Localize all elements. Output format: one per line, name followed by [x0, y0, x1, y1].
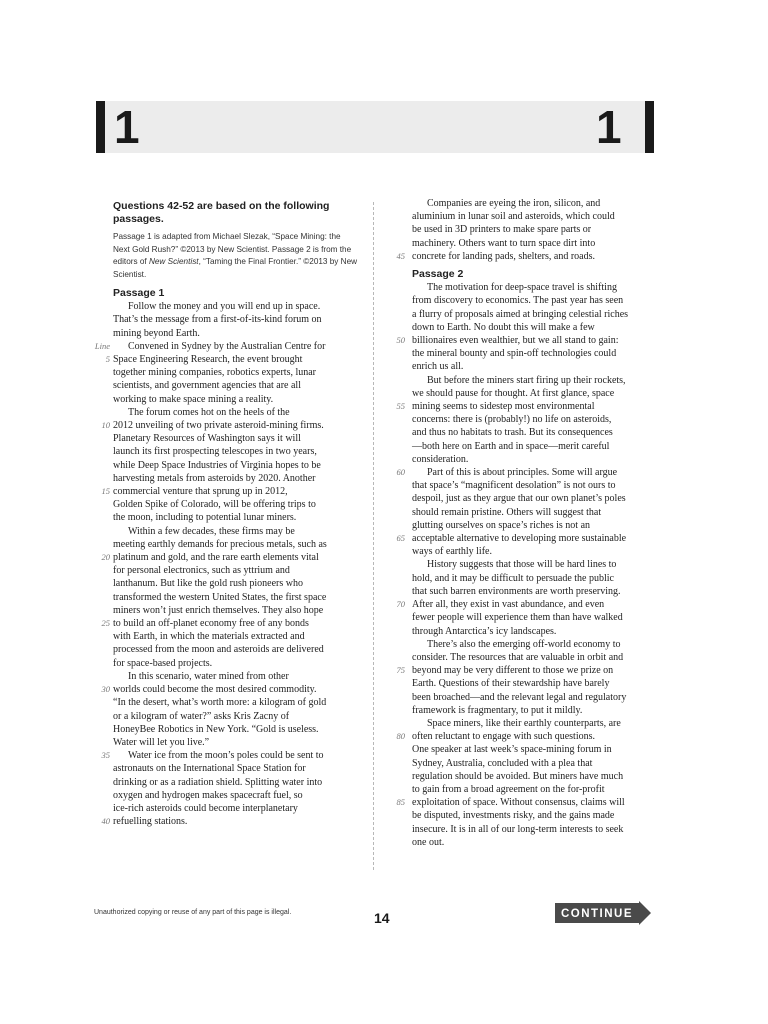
passage-line — [113, 696, 358, 709]
passage-line — [113, 564, 358, 577]
line-text: with Earth, in which the materials extracted and — [113, 631, 305, 643]
passage-line — [101, 617, 358, 630]
line-number: 55 — [396, 401, 405, 412]
passage-line — [412, 770, 657, 783]
passage-line — [412, 308, 657, 321]
line-text: framework is fragmentary, to put it mildly. — [412, 704, 583, 716]
line-text: concerns: there is (probably!) no life on asteroids, — [412, 414, 612, 426]
passage-line — [113, 432, 358, 445]
line-number: 45 — [396, 250, 405, 261]
passage-line — [101, 683, 358, 696]
line-text: machinery. Others want to turn space dirt into — [412, 237, 596, 249]
line-text: to build an off-planet economy free of any bonds — [113, 618, 309, 630]
passage-line — [113, 657, 358, 670]
line-text: harvesting metals from asteroids by 2020. Another — [113, 472, 316, 484]
passage-line — [412, 237, 657, 250]
passage-line — [105, 353, 358, 366]
line-text: hold, and it may be difficult to persuade the public — [412, 572, 614, 584]
line-text: Water will let you live.” — [113, 736, 210, 748]
line-text: working to make space mining a reality. — [113, 393, 274, 405]
line-text: and thus no habitats to trash. But its consequences — [412, 427, 613, 439]
passage-line — [412, 691, 657, 704]
line-text: 2012 unveiling of two private asteroid-mining firms. — [113, 420, 324, 432]
line-text: Convened in Sydney by the Australian Centre for — [128, 340, 326, 352]
line-text: platinum and gold, and the rare earth elements vital — [113, 552, 319, 564]
line-text: been broached—and the relevant legal and regulatory — [412, 691, 627, 703]
section-bar-left — [96, 101, 105, 153]
passage-line — [113, 736, 358, 749]
passage-line — [412, 413, 657, 426]
line-text: Water ice from the moon’s poles could be sent to — [128, 750, 324, 762]
line-text: that space’s “magnificent desolation” is not ours to — [412, 480, 616, 492]
passage-line — [412, 558, 657, 571]
section-bar-right — [645, 101, 654, 153]
passage-line — [412, 294, 657, 307]
line-text: fewer people will experience them than have walked — [412, 612, 623, 624]
line-text: aluminium in lunar soil and asteroids, which could — [412, 211, 615, 223]
line-text: be disputed, investments risky, and the gains made — [412, 810, 615, 822]
line-text: meeting earthly demands for precious metals, such as — [113, 538, 327, 550]
passage-line — [412, 479, 657, 492]
line-text: to gain from a broad agreement on the for-profit — [412, 783, 605, 795]
line-text: down to Earth. No doubt this will make a few — [412, 321, 595, 333]
line-text: glutting ourselves on space’s riches is not an — [412, 519, 591, 531]
passage-line — [412, 809, 657, 822]
passage-line — [412, 223, 657, 236]
passage-2-title: Passage 2 — [412, 268, 464, 281]
passage-line — [113, 379, 358, 392]
line-text: After all, they exist in vast abundance, and even — [412, 599, 605, 611]
passage-line — [396, 400, 657, 413]
passage-line — [412, 374, 657, 387]
right-column — [396, 197, 657, 849]
passage-line — [396, 664, 657, 677]
passage-line — [113, 643, 358, 656]
line-text: worlds could become the most desired commodity. — [113, 684, 317, 696]
passage-line — [113, 591, 358, 604]
line-text: insecure. It is in all of our long-term interests to seek — [412, 823, 624, 835]
line-text: that such barren environments are worth preserving. — [412, 585, 621, 597]
copyright-notice: Unauthorized copying or reuse of any part of this page is illegal. — [94, 909, 292, 916]
source-note-part-a: Passage 1 is adapted from Michael Slezak, “Space Mining: the Next Gold Rush?” ©2013 by New Scientist. Passage 2 is from the editors of — [113, 232, 352, 266]
passage-line — [412, 321, 657, 334]
continue-arrow — [555, 901, 651, 925]
passage-line — [101, 419, 358, 432]
line-text: for space-based projects. — [113, 657, 213, 669]
line-text: The forum comes hot on the heels of the — [128, 406, 290, 418]
line-text: consider. The resources that are valuable in orbit and — [412, 651, 624, 663]
passage-line — [412, 281, 657, 294]
line-text: Golden Spike of Colorado, will be offering trips to — [113, 499, 316, 511]
line-text: That’s the message from a first-of-its-kind forum on — [113, 314, 322, 326]
questions-intro: Questions 42-52 are based on the following passages. — [113, 200, 330, 225]
line-text: enrich us all. — [412, 361, 464, 373]
section-header-band — [96, 101, 654, 153]
line-number: 10 — [101, 420, 110, 431]
passage-line — [113, 577, 358, 590]
line-text: But before the miners start firing up their rockets, — [427, 374, 626, 386]
line-text: oxygen and hydrogen makes spacecraft fuel, so — [113, 789, 303, 801]
line-text: Space miners, like their earthly counterparts, are — [427, 717, 621, 729]
passage-line — [113, 459, 358, 472]
passage-line — [113, 300, 358, 313]
line-text: we should pause for thought. At first glance, space — [412, 387, 615, 399]
passage-line — [113, 604, 358, 617]
line-text: Follow the money and you will end up in space. — [128, 301, 321, 313]
passage-line — [412, 197, 657, 210]
line-text: Part of this is about principles. Some will argue — [427, 467, 618, 479]
line-number: 80 — [396, 731, 405, 742]
line-text: Planetary Resources of Washington says it will — [113, 433, 301, 445]
line-text: one out. — [412, 836, 445, 848]
line-text: should remain pristine. Others will suggest that — [412, 506, 602, 518]
line-text: be used in 3D printers to make spare parts or — [412, 224, 592, 236]
line-text: launch its first prospecting telescopes in two years, — [113, 446, 317, 458]
line-text: In this scenario, water mined from other — [128, 670, 289, 682]
passage-line — [113, 630, 358, 643]
passage-line — [412, 572, 657, 585]
passage-1-title: Passage 1 — [113, 287, 165, 299]
passage-line — [113, 406, 358, 419]
passage-line — [412, 492, 657, 505]
passage-line — [113, 445, 358, 458]
line-number: 70 — [396, 599, 405, 610]
line-text: billionaires even wealthier, but we all stand to gain: — [412, 335, 619, 347]
line-text: drinking or as a radiation shield. Splitting water into — [113, 776, 323, 788]
line-text: from discovery to economics. The past year has seen — [412, 295, 624, 307]
passage-line — [412, 677, 657, 690]
column-divider — [373, 202, 374, 870]
line-number: 65 — [396, 533, 405, 544]
line-text: HoneyBee Robotics in New York. “Gold is useless. — [113, 723, 319, 735]
passage-line — [113, 762, 358, 775]
line-text: History suggests that those will be hard lines to — [427, 559, 617, 571]
line-number: 50 — [396, 335, 405, 346]
passage-line — [113, 789, 358, 802]
source-note — [113, 231, 358, 281]
passage-line — [113, 313, 358, 326]
continue-label: CONTINUE — [560, 908, 634, 920]
line-text: Space Engineering Research, the event brought — [113, 354, 303, 366]
passage-line — [396, 532, 657, 545]
left-column — [94, 197, 358, 828]
passage-line — [396, 250, 657, 263]
passage-line — [113, 802, 358, 815]
passage-line — [101, 815, 358, 828]
line-text: often reluctant to engage with such questions. — [412, 731, 596, 743]
line-text: lanthanum. But like the gold rush pioneers who — [113, 578, 303, 590]
line-number: 40 — [101, 816, 110, 827]
line-text: while Deep Space Industries of Virginia hopes to be — [113, 459, 321, 471]
line-text: There’s also the emerging off-world economy to — [427, 638, 621, 650]
line-text: Companies are eyeing the iron, silicon, and — [427, 198, 601, 209]
line-text: refuelling stations. — [113, 816, 188, 828]
passage-line — [101, 551, 358, 564]
passage-line — [412, 783, 657, 796]
line-number: 75 — [396, 665, 405, 676]
passage-line — [113, 525, 358, 538]
passage-line — [412, 757, 657, 770]
passage-line — [412, 585, 657, 598]
line-text: transformed the western United States, the first space — [113, 591, 327, 603]
line-text: or a kilogram of water?” asks Kris Zacny of — [113, 710, 290, 722]
passage-line — [412, 638, 657, 651]
page-number: 14 — [374, 910, 390, 926]
line-text: miners won’t just enrich themselves. They also hope — [113, 604, 324, 616]
line-text: through Antarctica’s icy landscapes. — [412, 625, 557, 637]
line-number: 85 — [396, 797, 405, 808]
passage-line — [113, 670, 358, 683]
passage-line — [412, 625, 657, 638]
passage-line — [412, 506, 657, 519]
line-text: despoil, just as they argue that our own planet’s poles — [412, 493, 626, 505]
line-text: The motivation for deep-space travel is shifting — [427, 282, 617, 294]
passage-line — [113, 498, 358, 511]
line-text: processed from the moon and asteroids are delivered — [113, 644, 324, 656]
passage-line — [94, 340, 358, 353]
line-text: a flurry of proposals aimed at bringing celestial riches — [412, 308, 629, 320]
line-text: Earth. Questions of their stewardship have barely — [412, 678, 610, 690]
section-number-right: 1 — [596, 101, 622, 153]
line-text: beyond may be very different to those we prize on — [412, 665, 614, 677]
section-number-left: 1 — [114, 101, 140, 153]
line-text: for personal electronics, such as yttrium and — [113, 565, 290, 577]
line-number: Line — [94, 340, 110, 351]
line-text: “In the desert, what’s worth more: a kilogram of gold — [113, 697, 327, 709]
passage-line — [396, 796, 657, 809]
passage-line — [396, 730, 657, 743]
source-note-part-b: , “Taming the Final Frontier.” ©2013 by New Scientist. — [113, 257, 358, 279]
line-text: ways of earthly life. — [412, 546, 492, 558]
passage-line — [412, 347, 657, 360]
line-number: 5 — [105, 354, 110, 365]
passage-line — [412, 611, 657, 624]
passage-line — [412, 823, 657, 836]
line-number: 35 — [101, 750, 110, 761]
passage-line — [412, 743, 657, 756]
line-text: —both here on Earth and in space—merit careful — [412, 440, 610, 452]
passage-line — [412, 387, 657, 400]
line-text: exploitation of space. Without consensus, claims will — [412, 797, 625, 809]
line-text: acceptable alternative to developing more sustainable — [412, 533, 627, 545]
passage-1-continued-text — [396, 197, 657, 263]
passage-line — [113, 366, 358, 379]
line-text: ice-rich asteroids could become interplanetary — [113, 802, 298, 814]
passage-line — [412, 426, 657, 439]
line-number: 25 — [101, 618, 110, 629]
passage-line — [412, 545, 657, 558]
passage-line — [113, 472, 358, 485]
line-number: 15 — [101, 486, 110, 497]
passage-line — [396, 598, 657, 611]
passage-line — [412, 360, 657, 373]
source-note-italic: New Scientist — [148, 257, 199, 266]
line-text: concrete for landing pads, shelters, and roads. — [412, 250, 595, 262]
passage-line — [101, 485, 358, 498]
line-number: 60 — [396, 467, 405, 478]
passage-line — [113, 723, 358, 736]
passage-1-text — [94, 300, 358, 828]
line-text: commercial venture that sprung up in 2012, — [113, 486, 288, 498]
line-text: the mineral bounty and spin-off technologies could — [412, 348, 617, 360]
line-text: astronauts on the International Space Station for — [113, 763, 306, 775]
passage-line — [113, 327, 358, 340]
line-text: the moon, including to potential lunar miners. — [113, 512, 297, 524]
passage-line — [412, 836, 657, 849]
passage-line — [412, 651, 657, 664]
passage-line — [412, 453, 657, 466]
passage-line — [113, 710, 358, 723]
line-text: together mining companies, robotics experts, lunar — [113, 367, 317, 379]
line-text: regulation should be avoided. But miners have much — [412, 770, 624, 782]
passage-line — [412, 210, 657, 223]
passage-line — [396, 334, 657, 347]
line-text: scientists, and government agencies that are all — [113, 380, 301, 392]
passage-line — [113, 776, 358, 789]
line-number: 20 — [101, 552, 110, 563]
passage-line — [396, 466, 657, 479]
line-number: 30 — [101, 684, 110, 695]
passage-line — [412, 440, 657, 453]
passage-line — [113, 393, 358, 406]
line-text: Within a few decades, these firms may be — [128, 525, 295, 537]
line-text: consideration. — [412, 453, 469, 465]
passage-line — [113, 511, 358, 524]
line-text: mining beyond Earth. — [113, 327, 200, 339]
passage-line — [412, 704, 657, 717]
passage-line — [113, 538, 358, 551]
passage-line — [101, 749, 358, 762]
line-text: One speaker at last week’s space-mining forum in — [412, 744, 612, 756]
passage-line — [412, 717, 657, 730]
line-text: mining seems to sidestep most environmental — [412, 401, 595, 413]
passage-line — [412, 519, 657, 532]
line-text: Sydney, Australia, concluded with a plea that — [412, 757, 593, 769]
passage-2-text — [396, 281, 657, 849]
